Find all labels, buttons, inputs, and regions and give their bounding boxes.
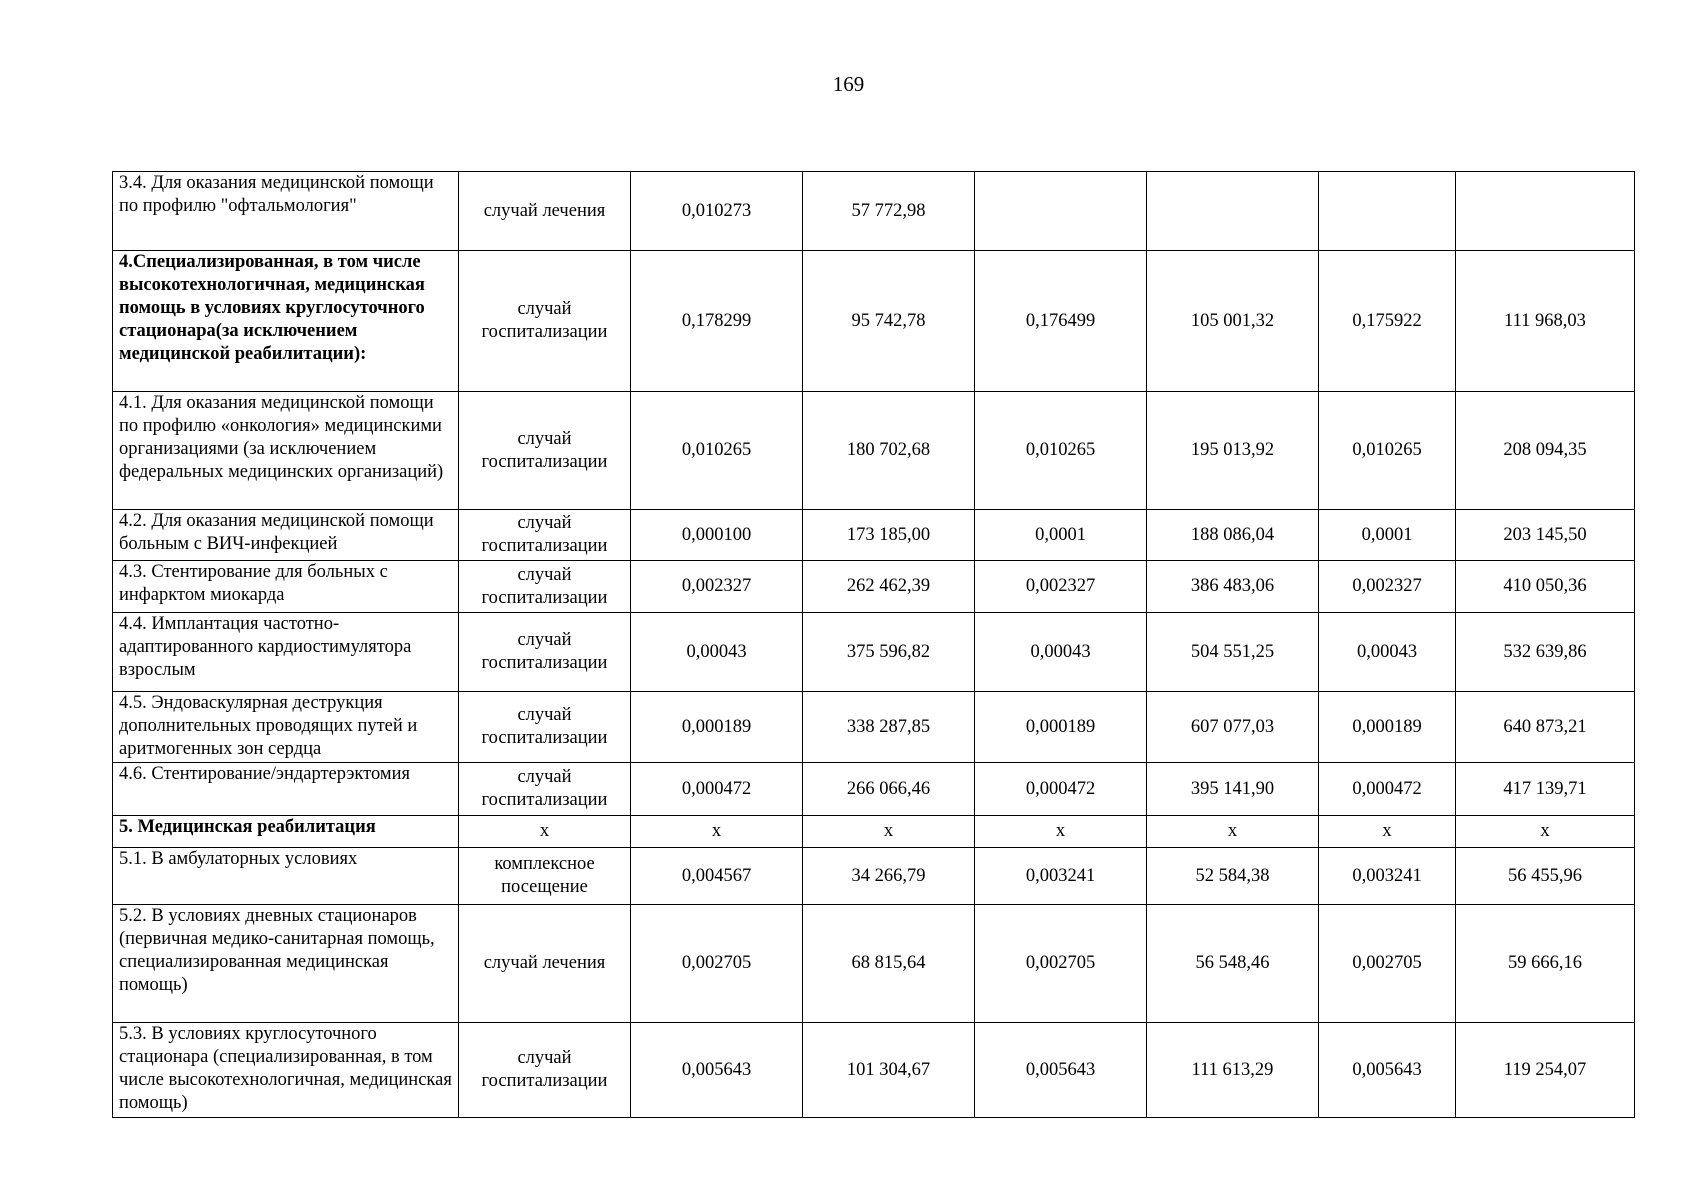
value-cell: 0,00043 [1319,613,1456,692]
value-cell: 173 185,00 [803,510,975,561]
value-cell: 532 639,86 [1456,613,1635,692]
value-cell: 180 702,68 [803,392,975,510]
row-name: 4.1. Для оказания медицинской помощи по профилю «онкология» медицинскими организациями (за исключением федеральных медицинских организаций) [113,392,459,510]
table-row [113,763,1635,816]
unit-cell: случай госпитализации [459,251,631,392]
table-row [113,1023,1635,1118]
value-cell: х [1319,816,1456,848]
table-row [113,510,1635,561]
table-row [113,905,1635,1023]
value-cell: 607 077,03 [1147,692,1319,763]
row-name: 5. Медицинская реабилитация [113,816,459,848]
value-cell: 95 742,78 [803,251,975,392]
row-name: 4.6. Стентирование/эндартерэктомия [113,763,459,816]
value-cell: 0,00043 [631,613,803,692]
row-name: 5.3. В условиях круглосуточного стационара (специализированная, в том числе высокотехнологичная, медицинская помощь) [113,1023,459,1118]
value-cell: 0,000189 [631,692,803,763]
table-row [113,692,1635,763]
value-cell: 52 584,38 [1147,848,1319,905]
value-cell: 395 141,90 [1147,763,1319,816]
value-cell: 0,0001 [1319,510,1456,561]
table-row [113,848,1635,905]
value-cell: 105 001,32 [1147,251,1319,392]
value-cell: 266 066,46 [803,763,975,816]
value-cell: 0,178299 [631,251,803,392]
value-cell: 0,005643 [1319,1023,1456,1118]
value-cell: х [803,816,975,848]
value-cell: 0,000189 [975,692,1147,763]
value-cell: 504 551,25 [1147,613,1319,692]
value-cell: 59 666,16 [1456,905,1635,1023]
value-cell: 56 455,96 [1456,848,1635,905]
unit-cell: случай госпитализации [459,561,631,613]
row-name: 4.Специализированная, в том числе высокотехнологичная, медицинская помощь в условиях круглосуточного стационара(за исключением медицинской реабилитации): [113,251,459,392]
row-name: 5.2. В условиях дневных стационаров (первичная медико-санитарная помощь, специализированная медицинская помощь) [113,905,459,1023]
value-cell: 208 094,35 [1456,392,1635,510]
value-cell: 0,000100 [631,510,803,561]
value-cell: 68 815,64 [803,905,975,1023]
value-cell: 640 873,21 [1456,692,1635,763]
value-cell: 101 304,67 [803,1023,975,1118]
value-cell: х [1456,816,1635,848]
value-cell: 0,010273 [631,172,803,251]
value-cell: 0,000472 [1319,763,1456,816]
value-cell: 0,002705 [975,905,1147,1023]
value-cell [1456,172,1635,251]
value-cell: 203 145,50 [1456,510,1635,561]
data-table [112,171,1635,1118]
value-cell: 0,00043 [975,613,1147,692]
value-cell: 0,002705 [631,905,803,1023]
value-cell: 417 139,71 [1456,763,1635,816]
value-cell: х [631,816,803,848]
value-cell: х [1147,816,1319,848]
unit-cell: х [459,816,631,848]
unit-cell: случай госпитализации [459,763,631,816]
value-cell: 119 254,07 [1456,1023,1635,1118]
value-cell: 0,176499 [975,251,1147,392]
value-cell: 0,002327 [975,561,1147,613]
value-cell: 410 050,36 [1456,561,1635,613]
row-name: 4.3. Стентирование для больных с инфарктом миокарда [113,561,459,613]
value-cell: 386 483,06 [1147,561,1319,613]
value-cell [1319,172,1456,251]
value-cell: 111 613,29 [1147,1023,1319,1118]
value-cell: 188 086,04 [1147,510,1319,561]
value-cell [975,172,1147,251]
row-name: 4.2. Для оказания медицинской помощи больным с ВИЧ-инфекцией [113,510,459,561]
value-cell: 0,002327 [631,561,803,613]
unit-cell: случай лечения [459,905,631,1023]
value-cell: 0,003241 [1319,848,1456,905]
unit-cell: случай госпитализации [459,392,631,510]
value-cell: 0,010265 [631,392,803,510]
value-cell [1147,172,1319,251]
value-cell: 262 462,39 [803,561,975,613]
value-cell: 0,0001 [975,510,1147,561]
unit-cell: комплексное посещение [459,848,631,905]
table-body [113,172,1635,1118]
unit-cell: случай госпитализации [459,613,631,692]
value-cell: 0,010265 [975,392,1147,510]
row-name: 5.1. В амбулаторных условиях [113,848,459,905]
table-row [113,172,1635,251]
value-cell: 0,004567 [631,848,803,905]
row-name: 4.4. Имплантация частотно-адаптированного кардиостимулятора взрослым [113,613,459,692]
value-cell: х [975,816,1147,848]
value-cell: 0,005643 [975,1023,1147,1118]
unit-cell: случай госпитализации [459,1023,631,1118]
value-cell: 34 266,79 [803,848,975,905]
value-cell: 0,005643 [631,1023,803,1118]
value-cell: 195 013,92 [1147,392,1319,510]
value-cell: 0,000472 [631,763,803,816]
table-row [113,816,1635,848]
unit-cell: случай госпитализации [459,692,631,763]
value-cell: 57 772,98 [803,172,975,251]
value-cell: 338 287,85 [803,692,975,763]
value-cell: 0,010265 [1319,392,1456,510]
value-cell: 0,000189 [1319,692,1456,763]
page-number: 169 [832,72,865,96]
table-row [113,613,1635,692]
value-cell: 111 968,03 [1456,251,1635,392]
value-cell: 0,002327 [1319,561,1456,613]
value-cell: 0,175922 [1319,251,1456,392]
table-row [113,251,1635,392]
value-cell: 56 548,46 [1147,905,1319,1023]
value-cell: 0,003241 [975,848,1147,905]
value-cell: 375 596,82 [803,613,975,692]
value-cell: 0,002705 [1319,905,1456,1023]
unit-cell: случай лечения [459,172,631,251]
table-row [113,561,1635,613]
unit-cell: случай госпитализации [459,510,631,561]
row-name: 4.5. Эндоваскулярная деструкция дополнительных проводящих путей и аритмогенных зон сердца [113,692,459,763]
value-cell: 0,000472 [975,763,1147,816]
table-row [113,392,1635,510]
row-name: 3.4. Для оказания медицинской помощи по профилю "офтальмология" [113,172,459,251]
